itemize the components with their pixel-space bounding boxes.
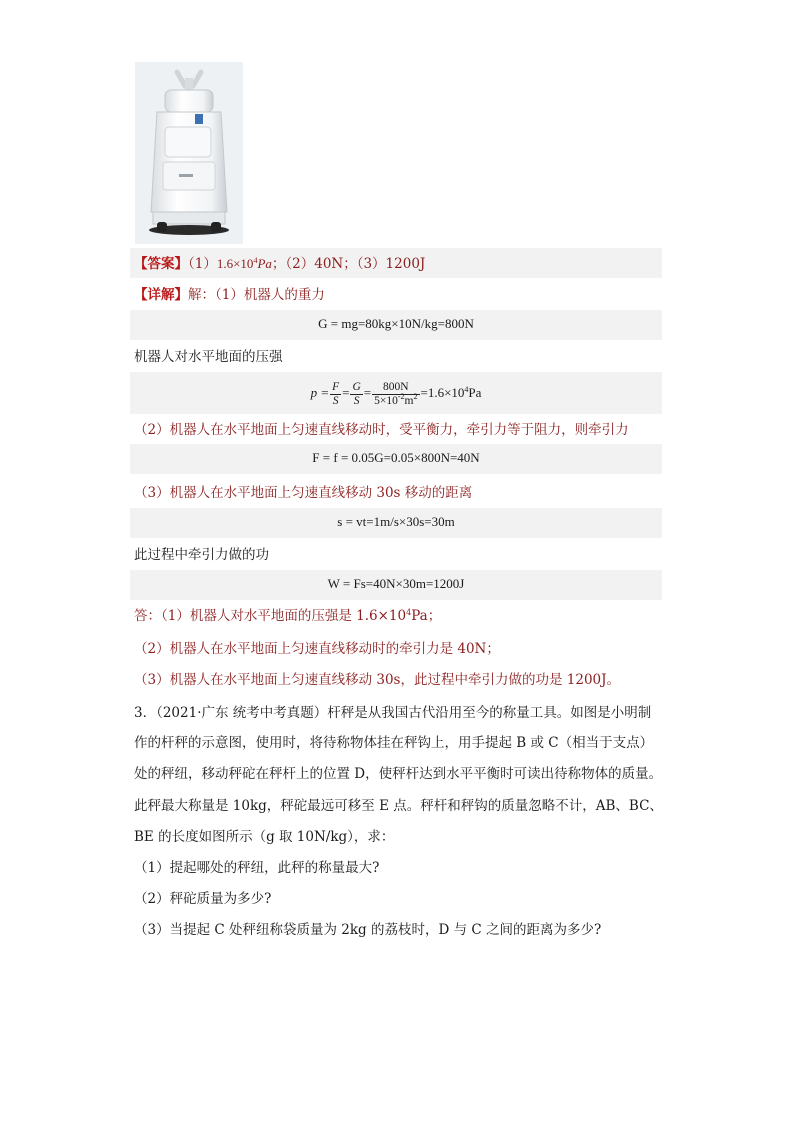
question-line-1: 3．（2021·广东 统考中考真题）杆秤是从我国古代沿用至今的称量工具。如图是小明制 xyxy=(134,705,652,721)
answer-rest: ；（2）40N；（3）1200J xyxy=(271,256,426,272)
question-sub-3: （3）当提起 C 处秤纽称袋质量为 2kg 的荔枝时，D 与 C 之间的距离为多少? xyxy=(134,922,602,938)
final-answer-3: （3）机器人在水平地面上匀速直线移动 30s，此过程中牵引力做的功是 1200J。 xyxy=(134,672,621,688)
answer-part1: （1） xyxy=(188,256,217,272)
final-answer-1: 答：（1）机器人对水平地面的压强是 $1.6\times 10^4Pa$； xyxy=(134,608,442,624)
robot-image xyxy=(135,62,243,244)
answer-pressure: $1.6\times 10^4Pa$ xyxy=(216,256,272,271)
force-equation: F = f = 0.05G=0.05×800N=40N xyxy=(312,450,480,465)
pressure-title: 机器人对水平地面的压强 xyxy=(134,349,283,365)
question-line-3: 处的秤纽，移动秤砣在秤杆上的位置 D，使秤杆达到水平平衡时可读出待称物体的质量。 xyxy=(134,766,663,782)
gravity-equation: G = mg=80kg×10N/kg=800N xyxy=(318,316,474,331)
question-line-4: 此秤最大称量是 10kg，秤砣最远可移至 E 点。秤杆和秤钩的质量忽略不计，AB、BC、 xyxy=(134,798,663,814)
frac-g-s: $\frac{G}{S}$ xyxy=(352,380,361,407)
detail-line xyxy=(134,286,325,304)
frac-f-s: $\frac{F}{S}$ xyxy=(332,380,340,407)
question-sub-1: （1）提起哪处的秤纽，此秤的称量最大? xyxy=(134,860,380,876)
answer-line xyxy=(134,255,425,273)
question-sub-2: （2）秤砣质量为多少? xyxy=(134,891,272,907)
answer-label: 【答案】 xyxy=(134,256,188,272)
work-equation: W = Fs=40N×30m=1200J xyxy=(327,576,465,591)
question-line-2: 作的杆秤的示意图，使用时，将待称物体挂在秤钩上，用手提起 B 或 C（相当于支点） xyxy=(134,735,654,751)
question-line-5: BE 的长度如图所示（g 取 10N/kg），求： xyxy=(134,829,395,845)
pressure-equation: p = $\frac{F}{S}$ = $\frac{G}{S}$ = $\frac{800N}{5\times 10^{-2}m^2}$ $=1.6\times 10^4Pa$ xyxy=(310,380,482,407)
work-title: 此过程中牵引力做的功 xyxy=(134,547,269,563)
detail-intro: 解：（1）机器人的重力 xyxy=(188,287,325,303)
final-answer-2: （2）机器人在水平地面上匀速直线移动时的牵引力是 40N； xyxy=(134,641,500,657)
distance-equation: s = vt=1m/s×30s=30m xyxy=(337,514,455,529)
step2-text: （2）机器人在水平地面上匀速直线移动时，受平衡力，牵引力等于阻力，则牵引力 xyxy=(134,422,629,438)
detail-label: 【详解】 xyxy=(134,287,188,303)
step3-text: （3）机器人在水平地面上匀速直线移动 30s 移动的距离 xyxy=(134,485,473,501)
frac-values: $\frac{800N}{5\times 10^{-2}m^2}$ xyxy=(374,380,418,407)
